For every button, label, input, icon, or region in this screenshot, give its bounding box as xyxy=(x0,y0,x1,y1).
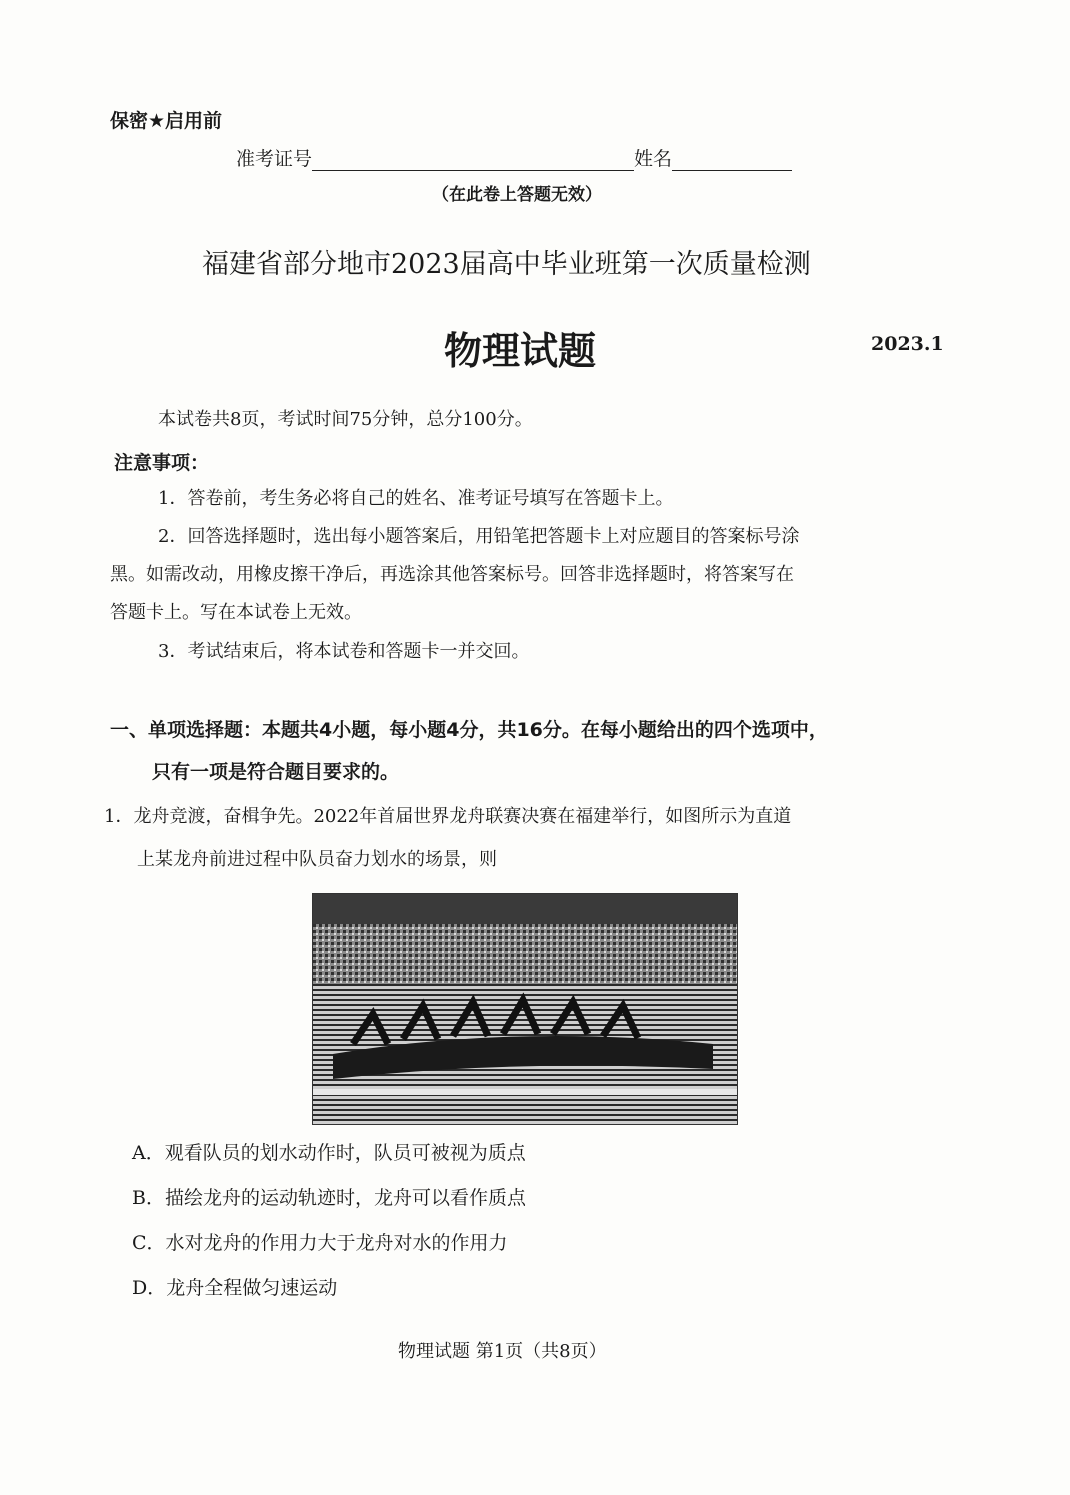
notice-heading: 注意事项： xyxy=(114,452,210,474)
subject-title: 物理试题 xyxy=(444,328,597,373)
option-c: C．水对龙舟的作用力大于龙舟对水的作用力 xyxy=(132,1232,508,1254)
dragon-boat-photo xyxy=(312,893,738,1125)
exam-id-row xyxy=(236,144,792,171)
notice-item-2-line-1: 2．回答选择题时，选出每小题答案后，用铅笔把答题卡上对应题目的答案标号涂 xyxy=(158,526,800,547)
exam-id-blank xyxy=(312,150,634,171)
exam-title: 福建省部分地市2023届高中毕业班第一次质量检测 xyxy=(202,249,811,280)
notice-item-3: 3．考试结束后，将本试卷和答题卡一并交回。 xyxy=(158,641,530,662)
exam-date: 2023.1 xyxy=(871,333,944,355)
confidential-label: 保密★启用前 xyxy=(110,110,223,132)
exam-id-label: 准考证号 xyxy=(236,148,313,170)
name-blank xyxy=(672,150,792,171)
option-b: B．描绘龙舟的运动轨迹时，龙舟可以看作质点 xyxy=(132,1187,526,1209)
option-a: A．观看队员的划水动作时，队员可被视为质点 xyxy=(132,1142,526,1164)
notice-item-1: 1．答卷前，考生务必将自己的姓名、准考证号填写在答题卡上。 xyxy=(158,488,674,509)
option-d: D．龙舟全程做匀速运动 xyxy=(132,1277,338,1299)
exam-info: 本试卷共8页，考试时间75分钟，总分100分。 xyxy=(158,409,533,430)
section-1-heading-line-2: 只有一项是符合题目要求的。 xyxy=(152,761,400,783)
page-footer: 物理试题 第1页（共8页） xyxy=(398,1341,607,1362)
invalid-note: （在此卷上答题无效） xyxy=(432,185,602,205)
question-1-stem-line-2: 上某龙舟前进过程中队员奋力划水的场景，则 xyxy=(137,849,497,870)
section-1-heading: 一、单项选择题：本题共4小题，每小题4分，共16分。在每小题给出的四个选项中， xyxy=(110,719,828,741)
name-label: 姓名 xyxy=(634,148,673,170)
notice-item-2-line-3: 答题卡上。写在本试卷上无效。 xyxy=(110,602,362,623)
notice-item-2-line-2: 黑。如需改动，用橡皮擦干净后，再选涂其他答案标号。回答非选择题时，将答案写在 xyxy=(110,564,794,585)
question-1-stem-line-1: 1．龙舟竞渡，奋楫争先。2022年首届世界龙舟联赛决赛在福建举行，如图所示为直道 xyxy=(104,806,792,827)
